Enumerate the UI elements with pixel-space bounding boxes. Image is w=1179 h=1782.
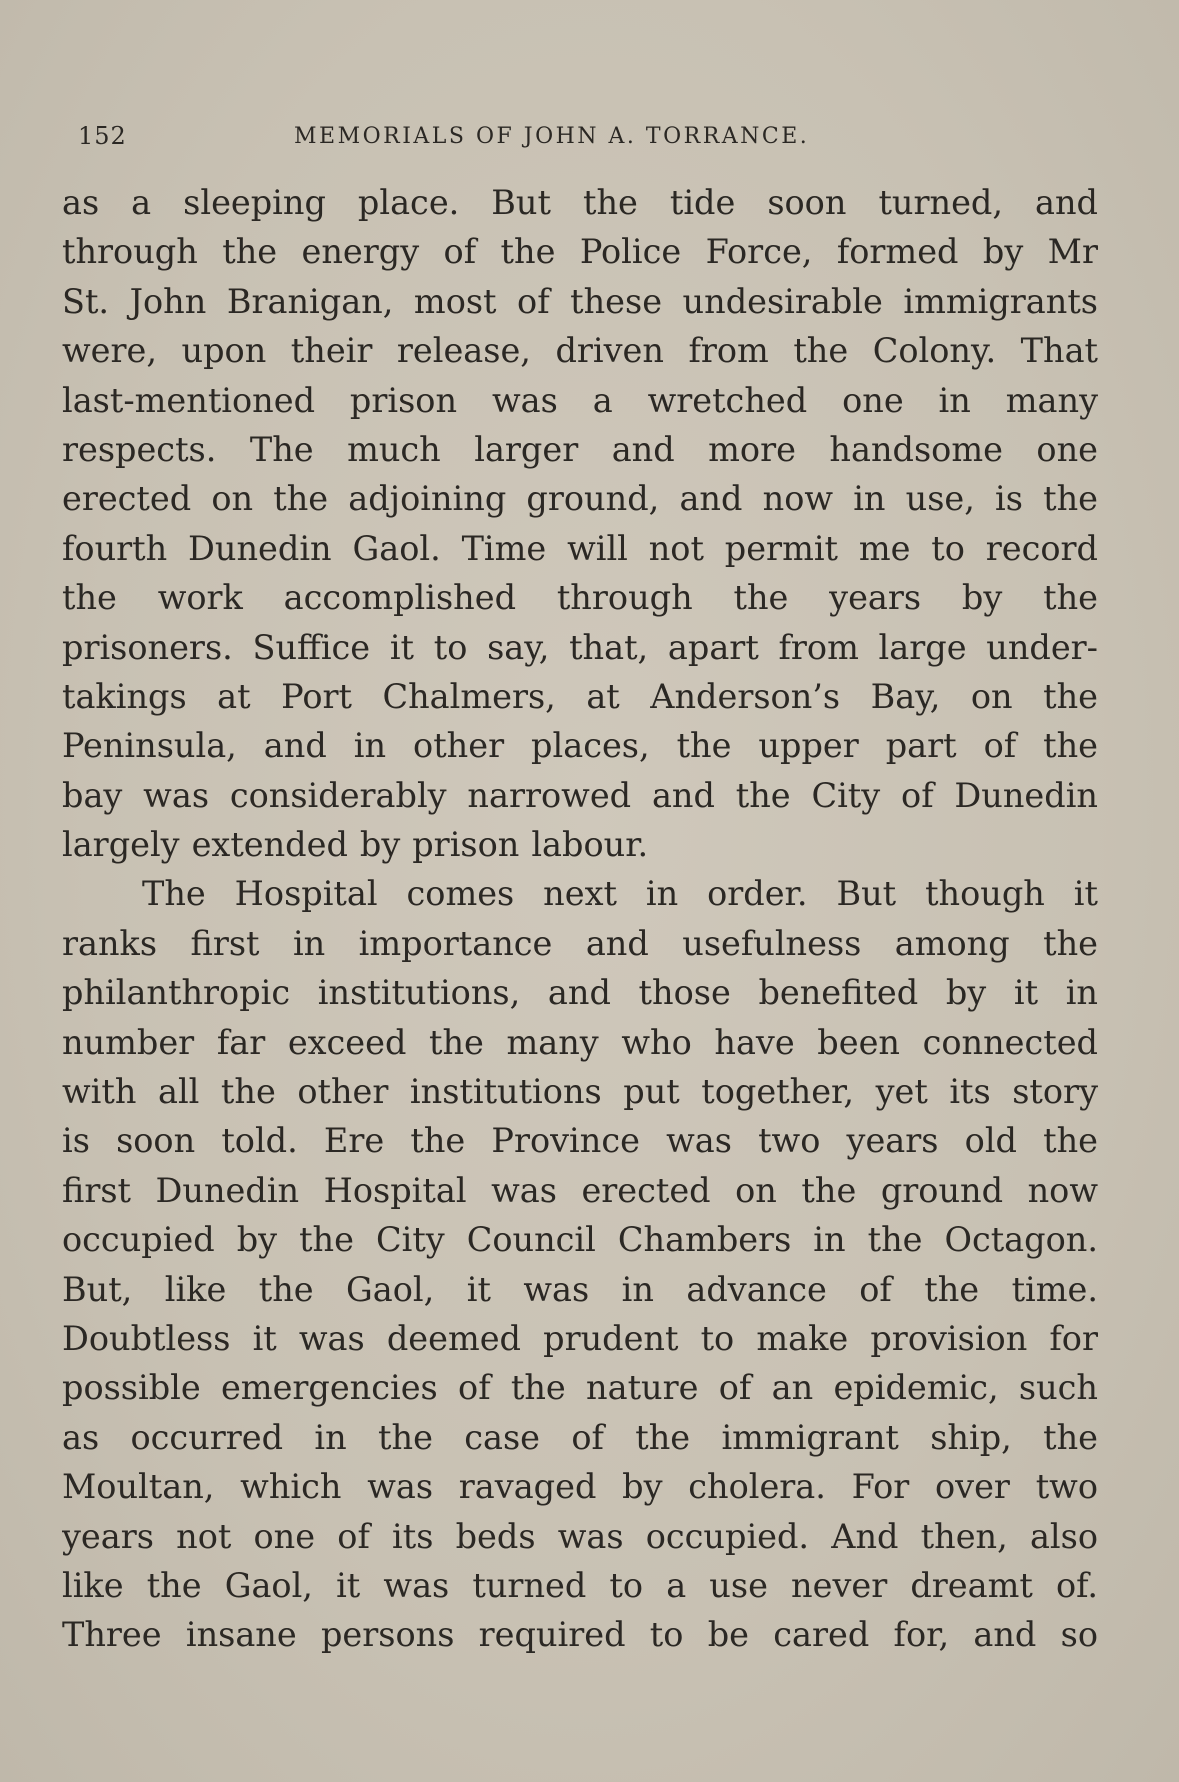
text-line: But, like the Gaol, it was in advance of the time. [62, 1269, 1098, 1309]
text-line: philanthropic institutions, and those benefited by it in [62, 973, 1098, 1013]
text-line: first Dunedin Hospital was erected on the ground now [62, 1170, 1098, 1210]
text-line: takings at Port Chalmers, at Anderson’s Bay, on the [62, 676, 1098, 716]
text-line: ranks first in importance and usefulness among the [62, 923, 1098, 963]
text-line: erected on the adjoining ground, and now in use, is the [62, 479, 1098, 519]
page-number: 152 [78, 122, 127, 150]
text-line: were, upon their release, driven from the Colony. That [62, 331, 1098, 371]
text-line: bay was considerably narrowed and the City of Dunedin [62, 775, 1098, 815]
body-text [62, 178, 1098, 1660]
text-line: occupied by the City Council Chambers in the Octagon. [62, 1220, 1098, 1260]
running-title: MEMORIALS OF JOHN A. TORRANCE. [294, 124, 810, 149]
paragraph-start-line: The Hospital comes next in order. But though it [142, 874, 1098, 914]
text-line: is soon told. Ere the Province was two years old the [62, 1121, 1098, 1161]
text-line: as a sleeping place. But the tide soon turned, and [62, 183, 1098, 222]
text-line: number far exceed the many who have been connected [62, 1022, 1098, 1062]
text-line: Moultan, which was ravaged by cholera. For over two [62, 1467, 1098, 1507]
text-line: the work accomplished through the years by the [62, 578, 1098, 618]
text-line: fourth Dunedin Gaol. Time will not permit me to record [62, 528, 1098, 568]
text-line: as occurred in the case of the immigrant ship, the [62, 1417, 1098, 1457]
running-head [66, 122, 1096, 162]
text-line: Peninsula, and in other places, the upper part of the [62, 726, 1098, 766]
text-line: last-mentioned prison was a wretched one in many [62, 380, 1098, 420]
text-line: prisoners. Suffice it to say, that, apart from large under- [62, 627, 1098, 667]
text-line: St. John Branigan, most of these undesirable immigrants [62, 281, 1098, 321]
text-line: through the energy of the Police Force, formed by Mr [62, 232, 1098, 272]
text-line: Three insane persons required to be cared for, and so [62, 1615, 1098, 1655]
paragraph-end-line: largely extended by prison labour. [62, 825, 649, 865]
text-line: years not one of its beds was occupied. And then, also [62, 1516, 1098, 1556]
text-line: possible emergencies of the nature of an epidemic, such [62, 1368, 1098, 1408]
text-line: Doubtless it was deemed prudent to make provision for [62, 1318, 1098, 1358]
text-line: like the Gaol, it was turned to a use never dreamt of. [62, 1565, 1098, 1605]
text-line: with all the other institutions put together, yet its story [62, 1072, 1098, 1112]
text-line: respects. The much larger and more handsome one [62, 429, 1098, 469]
